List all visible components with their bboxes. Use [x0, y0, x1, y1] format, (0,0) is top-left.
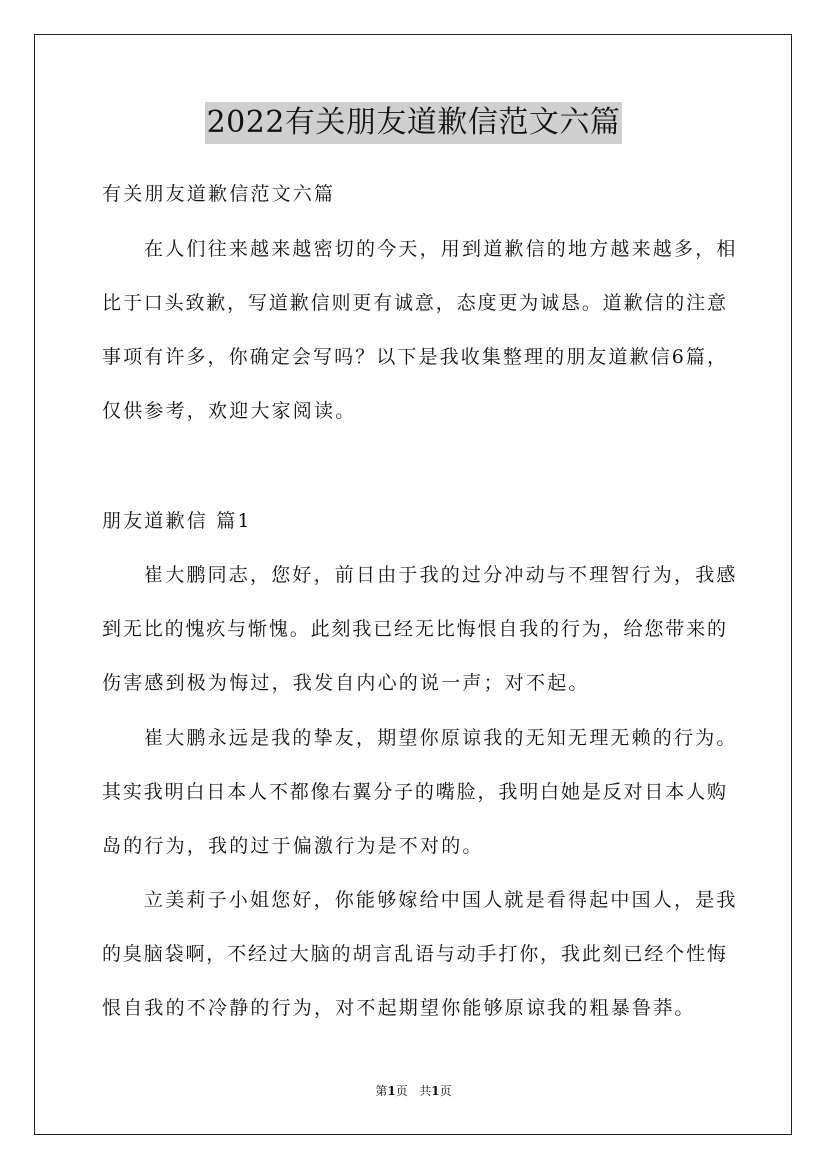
paragraph-line: 岛的行为，我的过于偏激行为是不对的。 — [102, 835, 484, 857]
paragraph-line: 的臭脑袋啊，不经过大脑的胡言乱语与动手打你，我此刻已经个性悔 — [102, 943, 726, 965]
intro-line: 比于口头致歉，写道歉信则更有诚意，态度更为诚恳。道歉信的注意 — [102, 292, 726, 314]
paragraph-line: 其实我明白日本人不都像右翼分子的嘴脸，我明白她是反对日本人购 — [102, 781, 726, 803]
paragraph-line: 到无比的愧疚与惭愧。此刻我已经无比悔恨自我的行为，给您带来的 — [102, 618, 726, 640]
intro-line: 仅供参考，欢迎大家阅读。 — [102, 400, 357, 422]
total-prefix: 共 — [419, 1084, 432, 1098]
page-suffix: 页 — [395, 1084, 408, 1098]
page-footer — [0, 1083, 827, 1099]
paragraph-line: 崔大鹏同志，您好，前日由于我的过分冲动与不理智行为，我感 — [144, 564, 738, 586]
paragraph-line: 立美莉子小姐您好，你能够嫁给中国人就是看得起中国人，是我 — [144, 889, 738, 911]
total-suffix: 页 — [439, 1084, 452, 1098]
paragraph-line: 伤害感到极为悔过，我发自内心的说一声；对不起。 — [102, 672, 590, 694]
document-title-row — [0, 102, 827, 144]
paragraph-line: 恨自我的不冷静的行为，对不起期望你能够原谅我的粗暴鲁莽。 — [102, 997, 696, 1019]
intro-line: 事项有许多，你确定会写吗？以下是我收集整理的朋友道歉信6篇， — [102, 346, 726, 368]
section-heading: 朋友道歉信 篇1 — [102, 510, 252, 532]
document-title: 2022有关朋友道歉信范文六篇 — [205, 102, 623, 144]
page-total: 1 — [431, 1084, 440, 1098]
paragraph-line: 崔大鹏永远是我的挚友，期望你原谅我的无知无理无赖的行为。 — [144, 727, 738, 749]
intro-line: 在人们往来越来越密切的今天，用到道歉信的地方越来越多，相 — [144, 238, 738, 260]
page-prefix: 第 — [375, 1084, 388, 1098]
document-subtitle: 有关朋友道歉信范文六篇 — [102, 183, 336, 205]
page-current: 1 — [387, 1084, 396, 1098]
